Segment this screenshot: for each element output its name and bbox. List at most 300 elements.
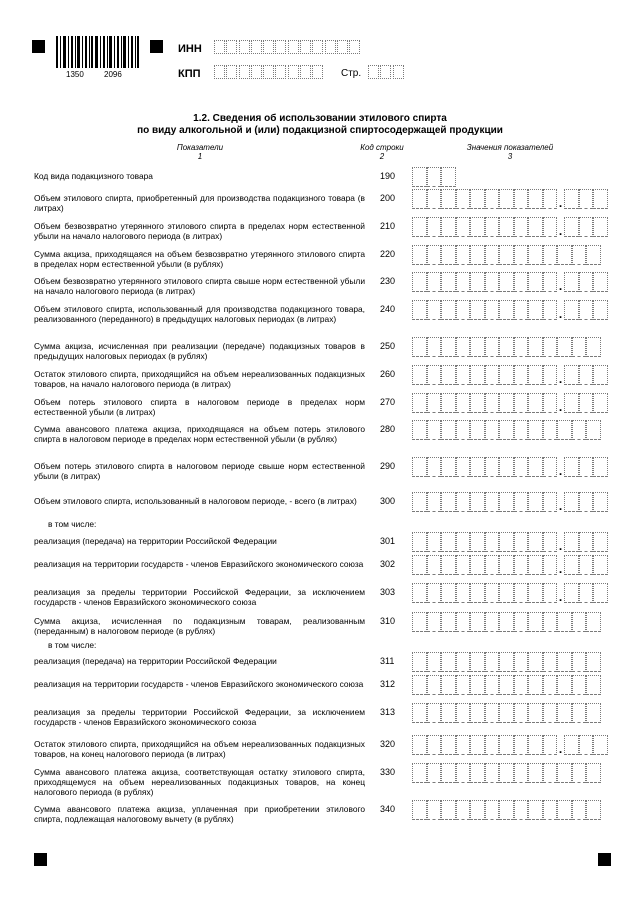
value-cell[interactable] <box>412 612 427 632</box>
value-cell[interactable] <box>564 189 579 209</box>
value-cell[interactable] <box>586 245 601 265</box>
value-cell[interactable] <box>441 532 456 552</box>
value-field-260[interactable] <box>412 365 608 385</box>
value-field-320[interactable] <box>412 735 608 755</box>
value-cell[interactable] <box>543 532 558 552</box>
value-cell[interactable] <box>528 217 543 237</box>
value-cell[interactable] <box>456 583 471 603</box>
value-cell[interactable] <box>427 393 442 413</box>
value-cell[interactable] <box>470 555 485 575</box>
value-cell[interactable] <box>441 300 456 320</box>
value-cell[interactable] <box>572 800 587 820</box>
value-cell[interactable] <box>412 393 427 413</box>
value-cell[interactable] <box>593 393 608 413</box>
value-cell[interactable] <box>593 555 608 575</box>
value-cell[interactable] <box>427 245 442 265</box>
inn-cell[interactable] <box>226 40 237 54</box>
value-cell[interactable] <box>470 735 485 755</box>
value-cell[interactable] <box>528 272 543 292</box>
value-cell[interactable] <box>543 189 558 209</box>
value-cell[interactable] <box>543 457 558 477</box>
value-cell[interactable] <box>470 245 485 265</box>
value-field-302[interactable] <box>412 555 608 575</box>
value-cell[interactable] <box>514 800 529 820</box>
value-cell[interactable] <box>427 652 442 672</box>
value-field-230[interactable] <box>412 272 608 292</box>
value-cell[interactable] <box>557 800 572 820</box>
value-cell[interactable] <box>579 393 594 413</box>
value-cell[interactable] <box>586 800 601 820</box>
value-cell[interactable] <box>470 612 485 632</box>
value-cell[interactable] <box>441 735 456 755</box>
value-cell[interactable] <box>412 735 427 755</box>
value-cell[interactable] <box>564 735 579 755</box>
value-cell[interactable] <box>485 612 500 632</box>
value-cell[interactable] <box>485 337 500 357</box>
value-cell[interactable] <box>543 300 558 320</box>
value-cell[interactable] <box>543 492 558 512</box>
value-cell[interactable] <box>470 652 485 672</box>
value-cell[interactable] <box>528 245 543 265</box>
value-cell[interactable] <box>543 652 558 672</box>
value-cell[interactable] <box>543 675 558 695</box>
value-cell[interactable] <box>456 245 471 265</box>
value-cell[interactable] <box>441 217 456 237</box>
value-cell[interactable] <box>470 675 485 695</box>
value-field-310[interactable] <box>412 612 601 632</box>
value-cell[interactable] <box>456 735 471 755</box>
value-cell[interactable] <box>543 420 558 440</box>
value-cell[interactable] <box>499 555 514 575</box>
value-cell[interactable] <box>456 492 471 512</box>
value-cell[interactable] <box>543 217 558 237</box>
value-cell[interactable] <box>499 583 514 603</box>
value-cell[interactable] <box>427 272 442 292</box>
value-cell[interactable] <box>543 337 558 357</box>
value-cell[interactable] <box>499 652 514 672</box>
value-cell[interactable] <box>485 457 500 477</box>
value-cell[interactable] <box>528 652 543 672</box>
value-cell[interactable] <box>543 365 558 385</box>
value-cell[interactable] <box>586 612 601 632</box>
value-cell[interactable] <box>499 532 514 552</box>
value-cell[interactable] <box>412 763 427 783</box>
value-cell[interactable] <box>514 245 529 265</box>
value-cell[interactable] <box>528 492 543 512</box>
value-cell[interactable] <box>412 492 427 512</box>
value-cell[interactable] <box>427 763 442 783</box>
value-cell[interactable] <box>557 612 572 632</box>
value-cell[interactable] <box>514 675 529 695</box>
value-cell[interactable] <box>557 763 572 783</box>
value-cell[interactable] <box>470 763 485 783</box>
value-cell[interactable] <box>456 675 471 695</box>
value-cell[interactable] <box>514 365 529 385</box>
value-cell[interactable] <box>564 365 579 385</box>
value-cell[interactable] <box>564 457 579 477</box>
value-cell[interactable] <box>572 245 587 265</box>
value-cell[interactable] <box>528 300 543 320</box>
inn-cell[interactable] <box>251 40 262 54</box>
value-cell[interactable] <box>579 735 594 755</box>
value-field-250[interactable] <box>412 337 601 357</box>
value-cell[interactable] <box>441 167 456 187</box>
value-cell[interactable] <box>514 217 529 237</box>
value-cell[interactable] <box>499 612 514 632</box>
value-cell[interactable] <box>427 800 442 820</box>
value-cell[interactable] <box>586 420 601 440</box>
value-cell[interactable] <box>441 583 456 603</box>
value-cell[interactable] <box>412 189 427 209</box>
value-cell[interactable] <box>470 300 485 320</box>
value-cell[interactable] <box>579 365 594 385</box>
value-field-210[interactable] <box>412 217 608 237</box>
value-field-240[interactable] <box>412 300 608 320</box>
value-cell[interactable] <box>586 703 601 723</box>
value-cell[interactable] <box>586 337 601 357</box>
value-cell[interactable] <box>485 583 500 603</box>
kpp-cell[interactable] <box>288 65 299 79</box>
value-cell[interactable] <box>514 652 529 672</box>
value-cell[interactable] <box>528 763 543 783</box>
value-field-312[interactable] <box>412 675 601 695</box>
page-number-cell[interactable] <box>368 65 379 79</box>
value-cell[interactable] <box>470 800 485 820</box>
value-cell[interactable] <box>485 300 500 320</box>
value-cell[interactable] <box>528 555 543 575</box>
value-cell[interactable] <box>593 365 608 385</box>
kpp-cell[interactable] <box>239 65 250 79</box>
value-cell[interactable] <box>427 300 442 320</box>
value-cell[interactable] <box>485 763 500 783</box>
value-cell[interactable] <box>485 800 500 820</box>
value-cell[interactable] <box>514 189 529 209</box>
value-cell[interactable] <box>456 555 471 575</box>
value-cell[interactable] <box>499 245 514 265</box>
value-cell[interactable] <box>412 457 427 477</box>
value-field-301[interactable] <box>412 532 608 552</box>
value-cell[interactable] <box>441 652 456 672</box>
value-cell[interactable] <box>528 583 543 603</box>
value-cell[interactable] <box>514 393 529 413</box>
value-cell[interactable] <box>456 272 471 292</box>
kpp-cell[interactable] <box>251 65 262 79</box>
value-cell[interactable] <box>499 492 514 512</box>
kpp-cell[interactable] <box>226 65 237 79</box>
value-cell[interactable] <box>456 300 471 320</box>
value-cell[interactable] <box>427 337 442 357</box>
value-cell[interactable] <box>427 703 442 723</box>
value-cell[interactable] <box>427 735 442 755</box>
value-cell[interactable] <box>514 555 529 575</box>
value-cell[interactable] <box>579 532 594 552</box>
page-number-cell[interactable] <box>393 65 404 79</box>
value-cell[interactable] <box>514 337 529 357</box>
value-cell[interactable] <box>441 612 456 632</box>
value-cell[interactable] <box>412 675 427 695</box>
value-cell[interactable] <box>427 675 442 695</box>
value-cell[interactable] <box>499 420 514 440</box>
value-cell[interactable] <box>572 420 587 440</box>
value-cell[interactable] <box>412 703 427 723</box>
value-cell[interactable] <box>441 365 456 385</box>
value-cell[interactable] <box>441 245 456 265</box>
value-cell[interactable] <box>528 189 543 209</box>
value-cell[interactable] <box>572 675 587 695</box>
value-field-190[interactable] <box>412 167 456 187</box>
value-cell[interactable] <box>470 457 485 477</box>
value-cell[interactable] <box>543 612 558 632</box>
value-cell[interactable] <box>528 365 543 385</box>
inn-cell[interactable] <box>337 40 348 54</box>
value-cell[interactable] <box>485 555 500 575</box>
value-cell[interactable] <box>579 189 594 209</box>
value-cell[interactable] <box>441 420 456 440</box>
value-cell[interactable] <box>543 393 558 413</box>
value-cell[interactable] <box>412 365 427 385</box>
value-cell[interactable] <box>586 652 601 672</box>
value-cell[interactable] <box>499 217 514 237</box>
inn-field[interactable] <box>214 40 362 54</box>
value-cell[interactable] <box>514 492 529 512</box>
value-cell[interactable] <box>593 217 608 237</box>
value-cell[interactable] <box>543 272 558 292</box>
value-cell[interactable] <box>557 652 572 672</box>
value-cell[interactable] <box>499 800 514 820</box>
inn-cell[interactable] <box>239 40 250 54</box>
value-cell[interactable] <box>485 652 500 672</box>
value-cell[interactable] <box>485 393 500 413</box>
value-cell[interactable] <box>543 763 558 783</box>
value-cell[interactable] <box>441 800 456 820</box>
value-cell[interactable] <box>572 337 587 357</box>
value-cell[interactable] <box>514 272 529 292</box>
value-cell[interactable] <box>485 492 500 512</box>
value-cell[interactable] <box>456 532 471 552</box>
value-cell[interactable] <box>441 272 456 292</box>
value-cell[interactable] <box>543 583 558 603</box>
value-cell[interactable] <box>499 365 514 385</box>
value-cell[interactable] <box>485 675 500 695</box>
value-cell[interactable] <box>412 800 427 820</box>
value-cell[interactable] <box>427 532 442 552</box>
value-cell[interactable] <box>412 555 427 575</box>
value-cell[interactable] <box>514 583 529 603</box>
value-cell[interactable] <box>557 420 572 440</box>
value-cell[interactable] <box>528 800 543 820</box>
inn-cell[interactable] <box>214 40 225 54</box>
inn-cell[interactable] <box>263 40 274 54</box>
value-cell[interactable] <box>427 217 442 237</box>
kpp-cell[interactable] <box>263 65 274 79</box>
value-cell[interactable] <box>485 189 500 209</box>
value-cell[interactable] <box>470 337 485 357</box>
value-field-303[interactable] <box>412 583 608 603</box>
value-cell[interactable] <box>557 245 572 265</box>
value-cell[interactable] <box>470 703 485 723</box>
value-cell[interactable] <box>412 245 427 265</box>
value-cell[interactable] <box>528 420 543 440</box>
value-cell[interactable] <box>441 337 456 357</box>
kpp-cell[interactable] <box>300 65 311 79</box>
value-field-280[interactable] <box>412 420 601 440</box>
value-cell[interactable] <box>412 217 427 237</box>
value-cell[interactable] <box>412 532 427 552</box>
value-field-313[interactable] <box>412 703 601 723</box>
value-cell[interactable] <box>528 393 543 413</box>
value-cell[interactable] <box>514 420 529 440</box>
value-cell[interactable] <box>485 420 500 440</box>
value-cell[interactable] <box>579 457 594 477</box>
value-field-290[interactable] <box>412 457 608 477</box>
value-cell[interactable] <box>485 245 500 265</box>
value-cell[interactable] <box>427 420 442 440</box>
value-cell[interactable] <box>593 300 608 320</box>
value-cell[interactable] <box>528 612 543 632</box>
value-cell[interactable] <box>470 492 485 512</box>
value-cell[interactable] <box>470 583 485 603</box>
value-cell[interactable] <box>485 735 500 755</box>
value-cell[interactable] <box>564 532 579 552</box>
value-cell[interactable] <box>499 189 514 209</box>
value-cell[interactable] <box>593 189 608 209</box>
value-cell[interactable] <box>499 393 514 413</box>
value-cell[interactable] <box>564 300 579 320</box>
value-cell[interactable] <box>427 583 442 603</box>
value-cell[interactable] <box>456 189 471 209</box>
value-cell[interactable] <box>572 703 587 723</box>
value-cell[interactable] <box>579 492 594 512</box>
inn-cell[interactable] <box>300 40 311 54</box>
value-cell[interactable] <box>456 337 471 357</box>
value-cell[interactable] <box>564 555 579 575</box>
value-cell[interactable] <box>412 167 427 187</box>
value-cell[interactable] <box>456 652 471 672</box>
value-cell[interactable] <box>564 272 579 292</box>
value-cell[interactable] <box>485 365 500 385</box>
value-cell[interactable] <box>470 420 485 440</box>
value-cell[interactable] <box>593 583 608 603</box>
value-cell[interactable] <box>499 300 514 320</box>
value-cell[interactable] <box>427 189 442 209</box>
kpp-cell[interactable] <box>312 65 323 79</box>
value-cell[interactable] <box>412 272 427 292</box>
value-cell[interactable] <box>470 217 485 237</box>
inn-cell[interactable] <box>312 40 323 54</box>
value-cell[interactable] <box>441 555 456 575</box>
value-cell[interactable] <box>543 735 558 755</box>
value-cell[interactable] <box>485 217 500 237</box>
value-cell[interactable] <box>528 337 543 357</box>
page-number-cell[interactable] <box>380 65 391 79</box>
value-cell[interactable] <box>470 272 485 292</box>
value-cell[interactable] <box>470 365 485 385</box>
value-cell[interactable] <box>427 612 442 632</box>
value-cell[interactable] <box>470 393 485 413</box>
value-cell[interactable] <box>579 300 594 320</box>
value-cell[interactable] <box>543 800 558 820</box>
inn-cell[interactable] <box>349 40 360 54</box>
value-cell[interactable] <box>441 492 456 512</box>
value-cell[interactable] <box>572 652 587 672</box>
value-cell[interactable] <box>427 167 442 187</box>
value-cell[interactable] <box>564 583 579 603</box>
inn-cell[interactable] <box>288 40 299 54</box>
value-cell[interactable] <box>528 675 543 695</box>
value-cell[interactable] <box>514 612 529 632</box>
kpp-cell[interactable] <box>214 65 225 79</box>
value-cell[interactable] <box>427 365 442 385</box>
value-cell[interactable] <box>514 300 529 320</box>
value-cell[interactable] <box>564 393 579 413</box>
value-cell[interactable] <box>456 703 471 723</box>
value-cell[interactable] <box>499 272 514 292</box>
value-cell[interactable] <box>514 735 529 755</box>
value-cell[interactable] <box>499 675 514 695</box>
value-field-311[interactable] <box>412 652 601 672</box>
value-cell[interactable] <box>441 393 456 413</box>
value-field-340[interactable] <box>412 800 601 820</box>
value-cell[interactable] <box>579 583 594 603</box>
value-cell[interactable] <box>528 532 543 552</box>
value-cell[interactable] <box>543 703 558 723</box>
value-cell[interactable] <box>485 532 500 552</box>
value-field-330[interactable] <box>412 763 601 783</box>
value-cell[interactable] <box>427 492 442 512</box>
value-cell[interactable] <box>456 763 471 783</box>
value-cell[interactable] <box>514 532 529 552</box>
value-cell[interactable] <box>456 612 471 632</box>
value-cell[interactable] <box>456 420 471 440</box>
kpp-cell[interactable] <box>275 65 286 79</box>
value-cell[interactable] <box>470 532 485 552</box>
value-cell[interactable] <box>499 457 514 477</box>
value-cell[interactable] <box>593 272 608 292</box>
value-field-300[interactable] <box>412 492 608 512</box>
value-cell[interactable] <box>579 272 594 292</box>
value-cell[interactable] <box>412 337 427 357</box>
value-field-220[interactable] <box>412 245 601 265</box>
value-cell[interactable] <box>543 555 558 575</box>
value-cell[interactable] <box>412 652 427 672</box>
value-cell[interactable] <box>485 703 500 723</box>
value-field-200[interactable] <box>412 189 608 209</box>
kpp-field[interactable] <box>214 65 325 79</box>
value-cell[interactable] <box>564 217 579 237</box>
value-cell[interactable] <box>543 245 558 265</box>
inn-cell[interactable] <box>275 40 286 54</box>
value-cell[interactable] <box>572 763 587 783</box>
value-cell[interactable] <box>485 272 500 292</box>
value-cell[interactable] <box>427 457 442 477</box>
value-cell[interactable] <box>427 555 442 575</box>
value-cell[interactable] <box>528 703 543 723</box>
value-cell[interactable] <box>579 217 594 237</box>
value-cell[interactable] <box>557 675 572 695</box>
value-cell[interactable] <box>514 703 529 723</box>
inn-cell[interactable] <box>325 40 336 54</box>
value-cell[interactable] <box>528 457 543 477</box>
value-cell[interactable] <box>412 420 427 440</box>
value-cell[interactable] <box>499 703 514 723</box>
page-number-field[interactable] <box>368 65 405 79</box>
value-cell[interactable] <box>412 300 427 320</box>
value-cell[interactable] <box>499 735 514 755</box>
value-cell[interactable] <box>564 492 579 512</box>
value-cell[interactable] <box>514 763 529 783</box>
value-cell[interactable] <box>456 393 471 413</box>
value-cell[interactable] <box>412 583 427 603</box>
